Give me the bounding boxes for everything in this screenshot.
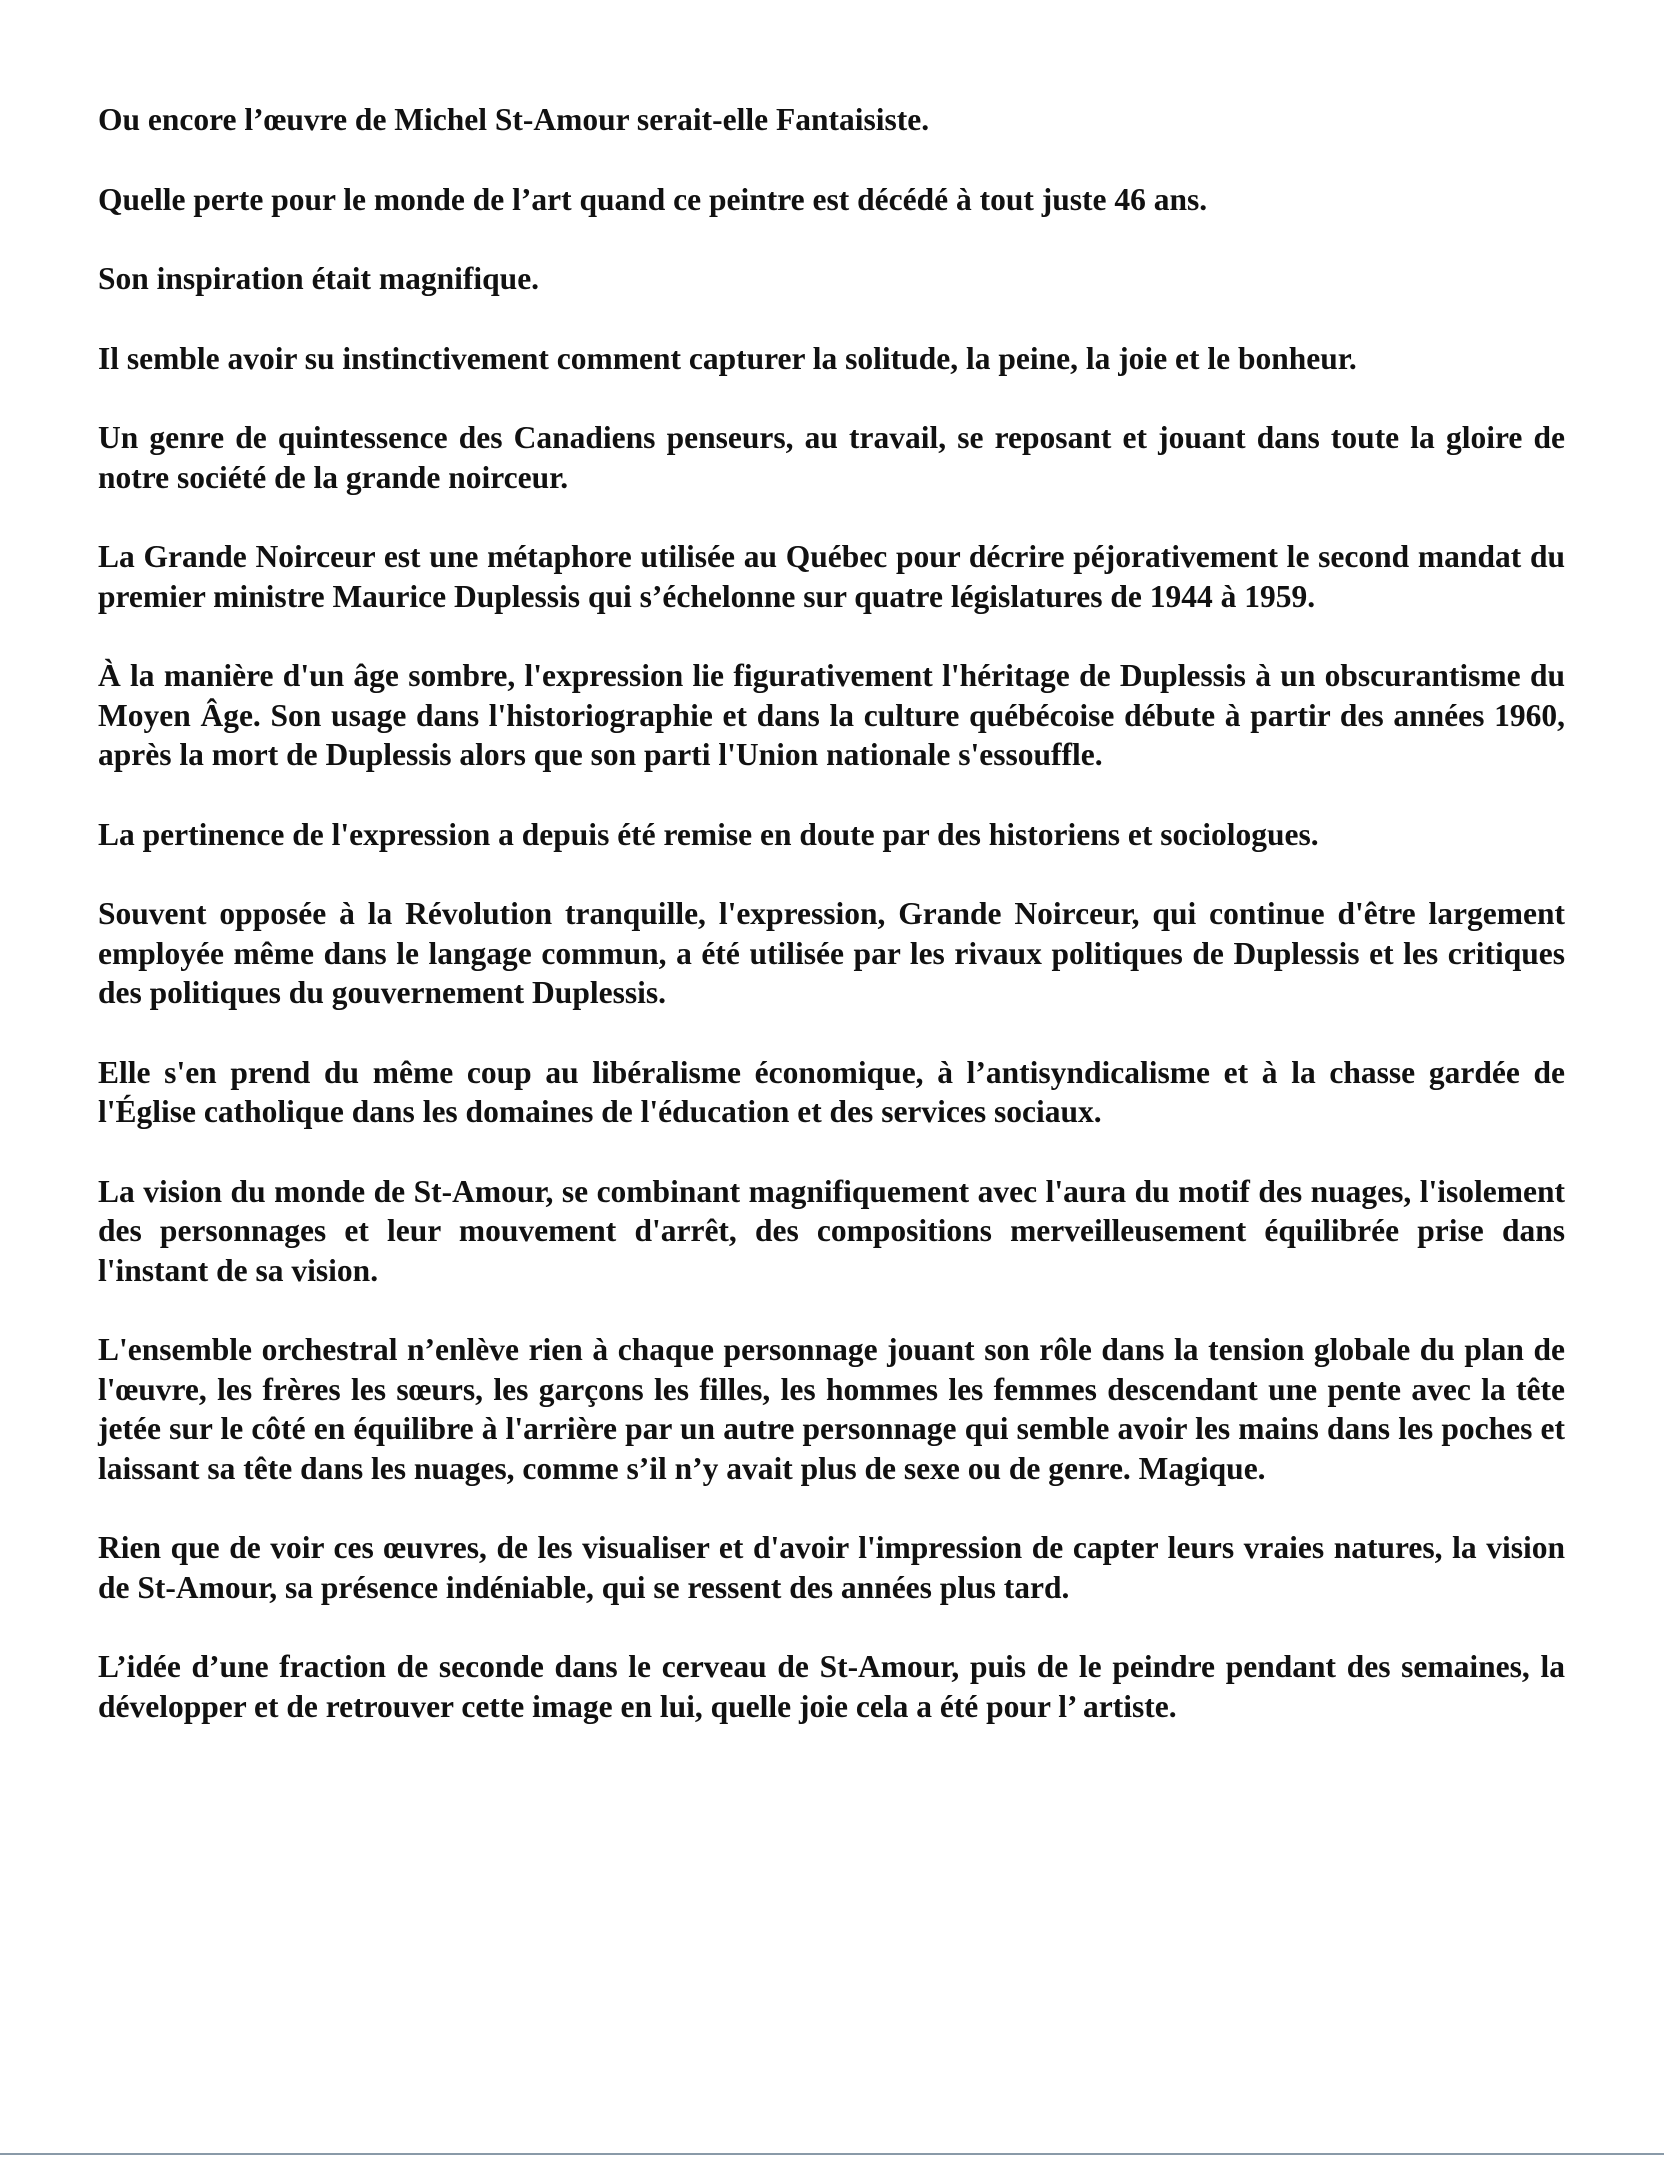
paragraph-6: La Grande Noirceur est une métaphore utilisée au Québec pour décrire péjorativement le second mandat du premier ministre Maurice Duplessis qui s’échelonne sur quatre législatures de 1944 à 1959. bbox=[98, 539, 1565, 614]
paragraph-9: Souvent opposée à la Révolution tranquille, l'expression, Grande Noirceur, qui continue d'être largement employée même dans le langage commun, a été utilisée par les rivaux politiques de Duplessis et les critiques des politiques du gouvernement Duplessis. bbox=[98, 896, 1565, 1010]
paragraph-1: Ou encore l’œuvre de Michel St-Amour serait-elle Fantaisiste. bbox=[98, 102, 930, 137]
paragraph-3: Son inspiration était magnifique. bbox=[98, 261, 540, 296]
paragraph-11: La vision du monde de St-Amour, se combinant magnifiquement avec l'aura du motif des nuages, l'isolement des personnages et leur mouvement d'arrêt, des compositions merveilleusement équilibrée prise dans l'instant de sa vision. bbox=[98, 1173, 1565, 1288]
paragraph-13: Rien que de voir ces œuvres, de les visualiser et d'avoir l'impression de capter leurs vraies natures, la vision de St-Amour, sa présence indéniable, qui se ressent des années plus tard. bbox=[98, 1530, 1565, 1605]
paragraph-10: Elle s'en prend du même coup au libéralisme économique, à l’antisyndicalisme et à la chasse gardée de l'Église catholique dans les domaines de l'éducation et des services sociaux. bbox=[98, 1054, 1565, 1129]
bottom-edge-rule bbox=[0, 2153, 1664, 2155]
paragraph-12: L'ensemble orchestral n’enlève rien à chaque personnage jouant son rôle dans la tension globale du plan de l'œuvre, les frères les sœurs, les garçons les filles, les hommes les femmes descendant une pente avec la tête jetée sur le côté en équilibre à l'arrière par un autre personnage qui semble avoir les mains dans les poches et laissant sa tête dans les nuages, comme s’il n’y avait plus de sexe ou de genre. Magique. bbox=[98, 1332, 1565, 1486]
paragraph-14: L’idée d’une fraction de seconde dans le cerveau de St-Amour, puis de le peindre pendant des semaines, la développer et de retrouver cette image en lui, quelle joie cela a été pour l’ artiste. bbox=[98, 1649, 1565, 1724]
paragraph-2: Quelle perte pour le monde de l’art quand ce peintre est décédé à tout juste 46 ans. bbox=[98, 181, 1208, 217]
paragraph-4: Il semble avoir su instinctivement comment capturer la solitude, la peine, la joie et le bonheur. bbox=[98, 340, 1357, 376]
paragraph-7: À la manière d'un âge sombre, l'expression lie figurativement l'héritage de Duplessis à un obscurantisme du Moyen Âge. Son usage dans l'historiographie et dans la culture québécoise débute à partir des années 1960, après la mort de Duplessis alors que son parti l'Union nationale s'essouffle. bbox=[98, 658, 1565, 772]
paragraph-5: Un genre de quintessence des Canadiens penseurs, au travail, se reposant et jouant dans toute la gloire de notre société de la grande noirceur. bbox=[98, 420, 1565, 495]
paragraph-8: La pertinence de l'expression a depuis été remise en doute par des historiens et sociologues. bbox=[98, 816, 1319, 852]
document-page bbox=[98, 100, 1565, 1766]
